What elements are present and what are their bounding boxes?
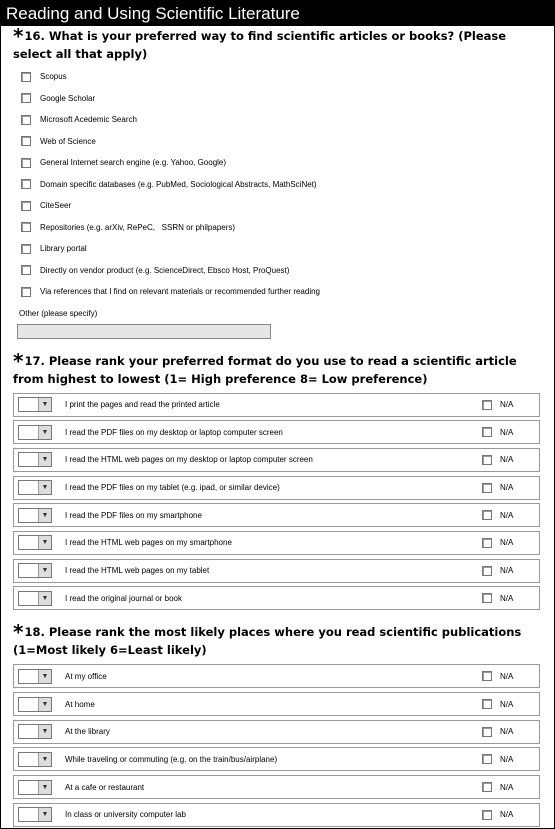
chevron-down-icon[interactable]: ▼ bbox=[38, 398, 51, 411]
rank-label: At the library bbox=[65, 727, 110, 737]
required-star-icon: * bbox=[13, 24, 24, 48]
na-option[interactable] bbox=[482, 504, 513, 526]
chevron-down-icon[interactable]: ▼ bbox=[38, 564, 51, 577]
option-microsoft-academic[interactable] bbox=[21, 109, 554, 131]
chevron-down-icon[interactable]: ▼ bbox=[38, 481, 51, 494]
rank-select[interactable] bbox=[18, 591, 52, 606]
option-references[interactable] bbox=[21, 281, 554, 303]
question-18-rank-list bbox=[1, 664, 554, 826]
na-option[interactable] bbox=[482, 449, 513, 471]
chevron-down-icon[interactable]: ▼ bbox=[38, 426, 51, 439]
na-label: N/A bbox=[500, 593, 514, 603]
na-option[interactable] bbox=[482, 532, 513, 554]
rank-select[interactable] bbox=[18, 724, 52, 739]
option-label: Via references that I find on relevant materials or recommended further reading bbox=[40, 287, 320, 297]
chevron-down-icon[interactable]: ▼ bbox=[38, 509, 51, 522]
chevron-down-icon[interactable]: ▼ bbox=[38, 453, 51, 466]
rank-select[interactable] bbox=[18, 669, 52, 684]
checkbox[interactable] bbox=[21, 222, 31, 232]
question-16-text: 16. What is your preferred way to find scientific articles or books? (Please select all that apply) bbox=[13, 29, 507, 61]
checkbox[interactable] bbox=[482, 782, 492, 792]
other-label: Other (please specify) bbox=[19, 308, 98, 318]
rank-select[interactable] bbox=[18, 535, 52, 550]
option-web-of-science[interactable] bbox=[21, 131, 554, 153]
checkbox[interactable] bbox=[21, 158, 31, 168]
option-citeseer[interactable] bbox=[21, 195, 554, 217]
rank-label: I print the pages and read the printed article bbox=[65, 400, 220, 409]
question-17-text: 17. Please rank your preferred format do you use to read a scientific article from highest to lowest (1= High preference 8= Low preference) bbox=[13, 353, 517, 386]
chevron-down-icon[interactable]: ▼ bbox=[38, 781, 51, 794]
option-label: Directly on vendor product (e.g. ScienceDirect, Ebsco Host, ProQuest) bbox=[40, 265, 290, 275]
option-label: Web of Science bbox=[40, 136, 96, 146]
option-scopus[interactable] bbox=[21, 66, 554, 88]
na-label: N/A bbox=[500, 727, 514, 737]
rank-label: At home bbox=[65, 699, 95, 709]
option-label: Repositories (e.g. arXiv, RePeC, SSRN or philpapers) bbox=[40, 222, 236, 232]
rank-row bbox=[13, 559, 540, 583]
na-option[interactable] bbox=[482, 394, 513, 416]
checkbox[interactable] bbox=[21, 265, 31, 275]
rank-select[interactable] bbox=[18, 780, 52, 795]
question-17-rank-list bbox=[1, 393, 554, 611]
question-18 bbox=[1, 620, 554, 826]
rank-row bbox=[13, 692, 540, 716]
question-17-title bbox=[1, 348, 554, 388]
checkbox[interactable] bbox=[21, 115, 31, 125]
rank-row bbox=[13, 664, 540, 688]
rank-select[interactable] bbox=[18, 807, 52, 822]
question-16-options bbox=[1, 66, 554, 303]
rank-label: I read the PDF files on my tablet (e.g. ipad, or similar device) bbox=[65, 483, 280, 493]
rank-row bbox=[13, 448, 540, 472]
question-17 bbox=[1, 348, 554, 611]
checkbox[interactable] bbox=[482, 593, 492, 603]
chevron-down-icon[interactable]: ▼ bbox=[38, 670, 51, 683]
rank-label: At my office bbox=[65, 671, 107, 681]
rank-row bbox=[13, 420, 540, 444]
na-option[interactable] bbox=[482, 748, 513, 770]
na-option[interactable] bbox=[482, 776, 513, 798]
checkbox[interactable] bbox=[21, 179, 31, 189]
rank-row bbox=[13, 586, 540, 610]
chevron-down-icon[interactable]: ▼ bbox=[38, 536, 51, 549]
checkbox[interactable] bbox=[21, 136, 31, 146]
na-option[interactable] bbox=[482, 693, 513, 715]
question-18-text: 18. Please rank the most likely places where you read scientific publications (1=Most likely 6=Least likely) bbox=[13, 625, 522, 658]
question-18-title bbox=[1, 620, 554, 659]
option-label: General Internet search engine (e.g. Yahoo, Google) bbox=[40, 158, 227, 168]
chevron-down-icon[interactable]: ▼ bbox=[38, 753, 51, 766]
rank-select[interactable] bbox=[18, 480, 52, 495]
question-16-title bbox=[1, 24, 554, 63]
option-label: Library portal bbox=[40, 244, 87, 254]
rank-row bbox=[13, 720, 540, 744]
rank-row bbox=[13, 476, 540, 500]
na-label: N/A bbox=[500, 754, 514, 764]
na-label: N/A bbox=[500, 538, 514, 548]
rank-select[interactable] bbox=[18, 563, 52, 578]
required-star-icon: * bbox=[13, 620, 24, 645]
na-label: N/A bbox=[500, 671, 514, 681]
checkbox[interactable] bbox=[482, 810, 492, 820]
option-repositories[interactable] bbox=[21, 217, 554, 239]
rank-label: I read the PDF files on my desktop or laptop computer screen bbox=[65, 427, 283, 437]
rank-label: While traveling or commuting (e.g. on the train/bus/airplane) bbox=[65, 754, 278, 764]
rank-label: I read the original journal or book bbox=[65, 593, 182, 603]
option-domain-databases[interactable] bbox=[21, 174, 554, 196]
rank-row bbox=[13, 531, 540, 555]
option-label: Scopus bbox=[40, 72, 67, 82]
option-label: Microsoft Acedemic Search bbox=[40, 115, 137, 125]
na-label: N/A bbox=[500, 455, 514, 465]
rank-row bbox=[13, 503, 540, 527]
rank-label: In class or university computer lab bbox=[65, 810, 186, 820]
checkbox[interactable] bbox=[482, 510, 492, 520]
chevron-down-icon[interactable]: ▼ bbox=[38, 725, 51, 738]
option-label: Domain specific databases (e.g. PubMed, Sociological Abstracts, MathSciNet) bbox=[40, 179, 317, 189]
rank-row bbox=[13, 747, 540, 771]
option-label: Google Scholar bbox=[40, 93, 96, 103]
na-label: N/A bbox=[500, 510, 514, 520]
na-option[interactable] bbox=[482, 587, 513, 609]
checkbox[interactable] bbox=[21, 93, 31, 103]
option-label: CiteSeer bbox=[40, 201, 72, 211]
rank-label: At a cafe or restaurant bbox=[65, 782, 145, 792]
rank-label: I read the HTML web pages on my tablet bbox=[65, 566, 210, 576]
na-label: N/A bbox=[500, 699, 514, 709]
checkbox[interactable] bbox=[21, 287, 31, 297]
rank-select[interactable] bbox=[18, 452, 52, 467]
checkbox[interactable] bbox=[482, 427, 492, 437]
checkbox[interactable] bbox=[482, 699, 492, 709]
checkbox[interactable] bbox=[21, 201, 31, 211]
na-label: N/A bbox=[500, 782, 514, 792]
na-option[interactable] bbox=[482, 477, 513, 499]
chevron-down-icon[interactable]: ▼ bbox=[38, 698, 51, 711]
option-library-portal[interactable] bbox=[21, 238, 554, 260]
na-label: N/A bbox=[500, 566, 514, 576]
checkbox[interactable] bbox=[482, 754, 492, 764]
na-label: N/A bbox=[500, 810, 514, 820]
checkbox[interactable] bbox=[21, 72, 31, 82]
rank-label: I read the HTML web pages on my desktop or laptop computer screen bbox=[65, 455, 313, 465]
rank-row bbox=[13, 803, 540, 827]
other-specify-input[interactable] bbox=[17, 324, 271, 339]
checkbox[interactable] bbox=[482, 538, 492, 548]
rank-label: I read the PDF files on my smartphone bbox=[65, 510, 202, 520]
na-option[interactable] bbox=[482, 560, 513, 582]
rank-row bbox=[13, 393, 540, 417]
rank-select[interactable] bbox=[18, 752, 52, 767]
na-option[interactable] bbox=[482, 421, 513, 443]
rank-select[interactable] bbox=[18, 697, 52, 712]
na-label: N/A bbox=[500, 400, 514, 409]
option-google-scholar[interactable] bbox=[21, 88, 554, 110]
rank-row bbox=[13, 775, 540, 799]
na-option[interactable] bbox=[482, 804, 513, 826]
question-16 bbox=[1, 24, 554, 339]
checkbox[interactable] bbox=[482, 566, 492, 576]
rank-select[interactable] bbox=[18, 397, 52, 412]
na-option[interactable] bbox=[482, 665, 513, 687]
required-star-icon: * bbox=[13, 348, 24, 373]
checkbox[interactable] bbox=[482, 483, 492, 493]
na-label: N/A bbox=[500, 483, 514, 493]
option-vendor-product[interactable] bbox=[21, 260, 554, 282]
checkbox[interactable] bbox=[482, 455, 492, 465]
checkbox[interactable] bbox=[21, 244, 31, 254]
checkbox[interactable] bbox=[482, 727, 492, 737]
na-option[interactable] bbox=[482, 721, 513, 743]
chevron-down-icon[interactable]: ▼ bbox=[38, 592, 51, 605]
option-general-search-engine[interactable] bbox=[21, 152, 554, 174]
checkbox[interactable] bbox=[482, 400, 492, 410]
rank-label: I read the HTML web pages on my smartphone bbox=[65, 538, 232, 548]
na-label: N/A bbox=[500, 427, 514, 437]
page-title: Reading and Using Scientific Literature bbox=[1, 1, 554, 26]
rank-select[interactable] bbox=[18, 508, 52, 523]
rank-select[interactable] bbox=[18, 425, 52, 440]
chevron-down-icon[interactable]: ▼ bbox=[38, 808, 51, 821]
checkbox[interactable] bbox=[482, 671, 492, 681]
